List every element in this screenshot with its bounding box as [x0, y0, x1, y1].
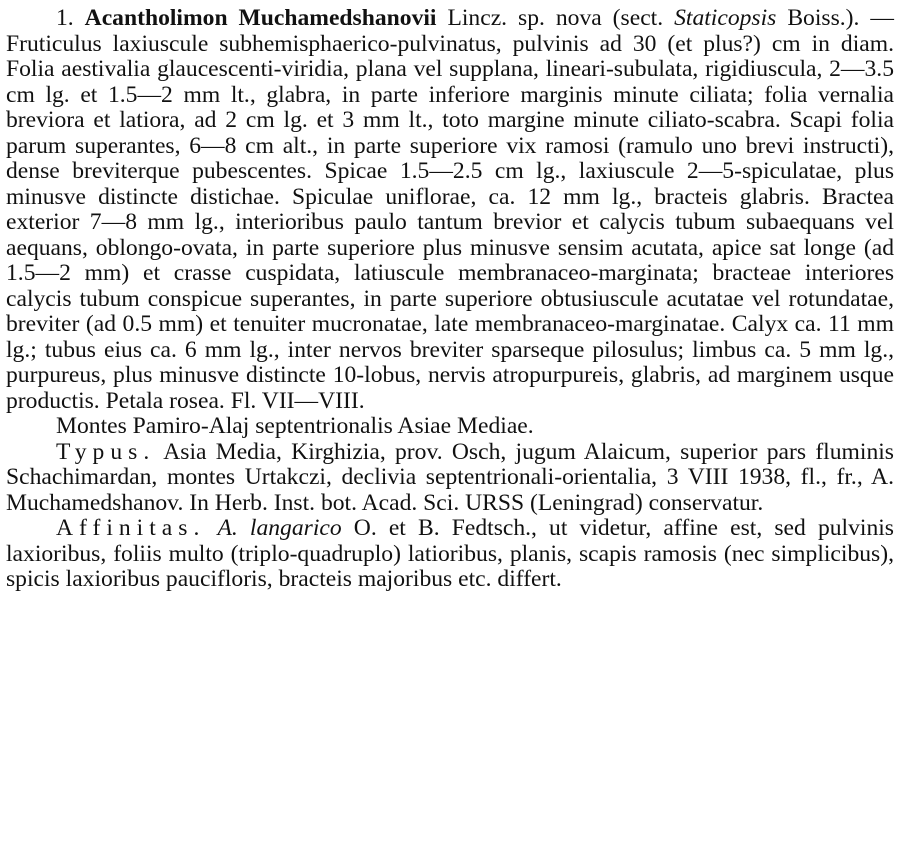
typus-label: Typus. — [56, 438, 156, 465]
distribution-paragraph — [6, 414, 894, 440]
section-author: Boiss.). — — [787, 5, 894, 31]
document-page — [6, 6, 894, 593]
species-description: Fruticulus laxiuscule subhemisphaerico-pulvinatus, pulvinis ad 30 (et plus?) cm in diam. Folia aestivalia glaucescenti-viridia, plana vel supplana, lineari-subulata, rigidiuscula, 2—3.5 cm lg. et 1.5—2 mm lt., glabra, in parte inferiore marginis minute ciliata; folia vernalia breviora et latiora, ad 2 cm lg. et 3 mm lt., toto margine minute ciliato-scabra. Scapi folia parum superantes, 6—8 cm alt., in parte superiore vix ramosi (ramulo uno brevi instructi), dense breviterque pubescentes. Spicae 1.5—2.5 cm lg., laxiuscule 2—5-spiculatae, plus minusve distincte distichae. Spiculae uniflorae, ca. 12 mm lg., bracteis glabris. Bractea exterior 7—8 mm lg., interioribus paulo tantum brevior et calycis tubum subaequans vel aequans, oblongo-ovata, in parte superiore plus minusve sensim acutata, apice sat longe (ad 1.5—2 mm) et crasse cuspidata, latiuscule membranaceo-marginata; bracteae interiores calycis tubum conspicue superantes, in parte superiore obtusiuscule acutatae vel rotundatae, breviter (ad 0.5 mm) et tenuiter mucronatae, late membranaceo-marginatae. Calyx ca. 11 mm lg.; tubus eius ca. 6 mm lg., inter nervos breviter sparseque pilosulus; limbus ca. 5 mm lg., purpureus, plus minusve distincte 10-lobus, nervis atropurpureis, glabris, ad marginem usque productis. Petala rosea. Fl. VII—VIII. — [6, 30, 894, 414]
affinitas-paragraph — [6, 516, 894, 593]
distribution-text: Montes Pamiro-Alaj septentrionalis Asiae Mediae. — [56, 413, 534, 439]
typus-paragraph — [6, 440, 894, 517]
species-author: Lincz. sp. nova (sect. — [447, 5, 664, 31]
species-description-paragraph — [6, 6, 894, 414]
affinitas-species-ref: A. langarico — [217, 515, 342, 541]
species-number: 1. — [56, 5, 74, 31]
species-name: Acantholimon Muchamedshanovii — [84, 5, 437, 31]
typus-text: Asia Media, Kirghizia, prov. Osch, jugum Alaicum, superior pars fluminis Schachimardan, montes Urtakczi, declivia septentrionali-orientalia, 3 VIII 1938, fl., fr., A. Muchamedshanov. In Herb. Inst. bot. Acad. Sci. URSS (Leningrad) conservatur. — [6, 438, 894, 516]
affinitas-text: O. et B. Fedtsch., ut videtur, affine est, sed pulvinis laxioribus, foliis multo (triplo-quadruplo) latioribus, planis, scapis ramosis (nec simplicibus), spicis laxioribus paucifloris, bracteis majoribus etc. differt. — [6, 515, 894, 592]
affinitas-label: Affinitas. — [56, 515, 206, 541]
section-name: Staticopsis — [674, 5, 777, 31]
